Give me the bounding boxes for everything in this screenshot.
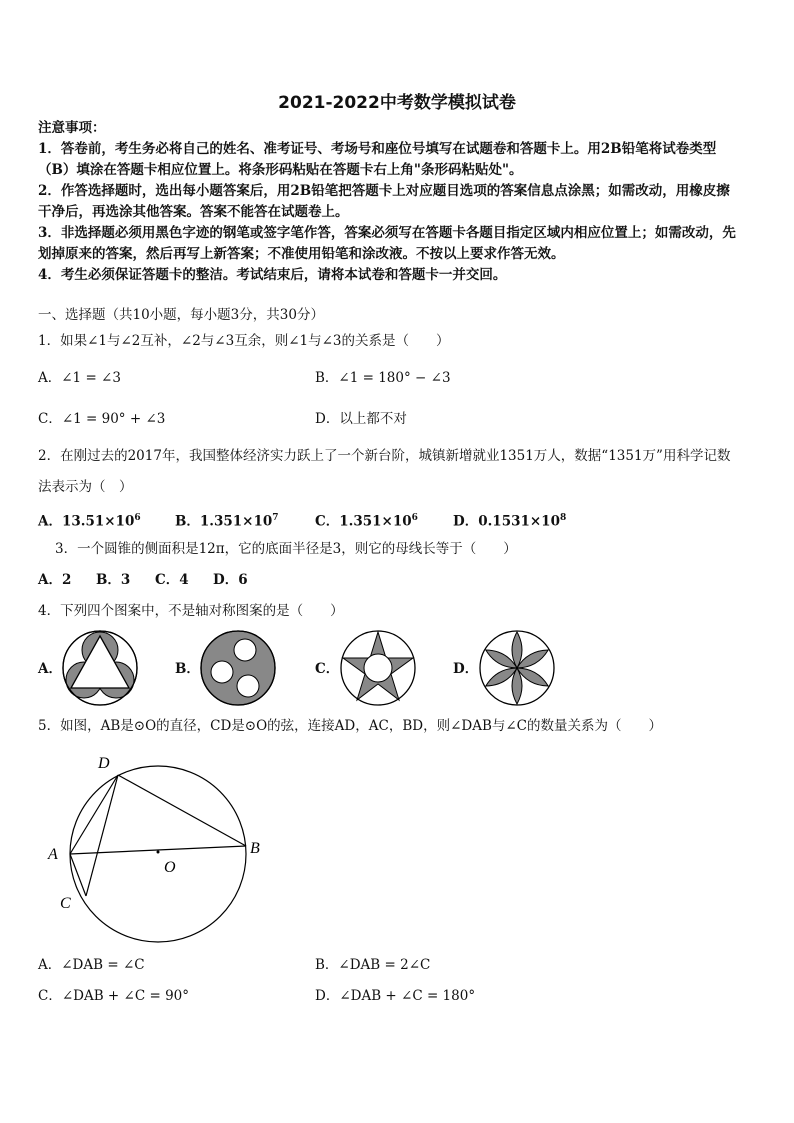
q5-label-d: D [98,755,110,772]
page-title: 2021-2022中考数学模拟试卷 [278,93,516,113]
q4-figure-b [198,628,278,708]
q3-option-b: B．3 [96,572,131,588]
q5-option-c: C．∠DAB + ∠C = 90° [38,988,189,1004]
q2-option-a: A．$13.51\times 10^6$ [38,513,141,530]
q2-option-c: C．$1.351\times 10^6$ [315,513,418,530]
note-line-3: 2．作答选择题时，选出每小题答案后，用2B铅笔把答题卡上对应题目选项的答案信息点涂黑；如需改动，用橡皮擦 [38,183,730,199]
note-line-2: （B）填涂在答题卡相应位置上。将条形码粘贴在答题卡右上角"条形码粘贴处"。 [38,162,523,178]
q4-option-d-label: D． [453,661,479,677]
note-line-7: 4．考生必须保证答题卡的整洁。考试结束后，请将本试卷和答题卡一并交回。 [38,267,507,283]
note-line-6: 划掉原来的答案，然后再写上新答案；不准使用铅笔和涂改液。不按以上要求作答无效。 [38,246,565,262]
q5-option-a: A．∠DAB = ∠C [38,957,145,973]
note-line-5: 3．非选择题必须用黑色字迹的钢笔或签字笔作答，答案必须写在答题卡各题目指定区域内相应位置上；如需改动，先 [38,225,736,241]
q5-label-c: C [60,895,71,912]
q5-figure [40,748,280,948]
q4-option-c-label: C． [315,661,340,677]
q4-stem: 4．下列四个图案中，不是轴对称图案的是（ ） [38,603,344,619]
q1-option-a: A．∠1 = ∠3 [38,370,121,386]
q3-option-a: A．2 [38,572,72,588]
q2-option-b: B．$1.351\times 10^7$ [175,513,279,530]
q4-figure-c [338,628,418,708]
q2-option-d: D．$0.1531\times 10^8$ [453,513,567,530]
q3-stem: 3．一个圆锥的侧面积是12π，它的底面半径是3，则它的母线长等于（ ） [55,541,517,557]
section-heading: 一、选择题（共10小题，每小题3分，共30分） [38,307,324,323]
q3-option-d: D．6 [213,572,248,588]
q5-label-o: O [164,859,176,876]
q2-stem-line-1: 2．在刚过去的2017年，我国整体经济实力跃上了一个新台阶，城镇新增就业1351万人，数据“1351万”用科学记数 [38,448,731,464]
q5-option-d: D．∠DAB + ∠C = 180° [315,988,476,1004]
q4-figure-d [477,628,557,708]
q4-option-a-label: A． [38,661,62,677]
q5-stem: 5．如图，AB是⊙O的直径，CD是⊙O的弦，连接AD，AC，BD，则∠DAB与∠C的数量关系为（ ） [38,718,663,734]
q3-option-c: C．4 [155,572,189,588]
q1-option-b: B．∠1 = 180° − ∠3 [315,370,451,386]
q5-label-b: B [250,840,260,857]
notes-heading: 注意事项： [38,120,106,136]
q4-figure-a [60,628,140,708]
q5-label-a: A [48,846,58,863]
q1-option-d: D．以上都不对 [315,411,407,427]
q1-stem: 1．如果∠1与∠2互补，∠2与∠3互余，则∠1与∠3的关系是（ ） [38,333,450,349]
note-line-4: 干净后，再选涂其他答案。答案不能答在试题卷上。 [38,204,349,220]
q4-option-b-label: B． [175,661,200,677]
q1-option-c: C．∠1 = 90° + ∠3 [38,411,166,427]
q5-option-b: B．∠DAB = 2∠C [315,957,431,973]
note-line-1: 1．答卷前，考生务必将自己的姓名、准考证号、考场号和座位号填写在试题卷和答题卡上。用2B铅笔将试卷类型 [38,141,717,157]
q2-stem-line-2: 法表示为（ ） [38,479,133,495]
